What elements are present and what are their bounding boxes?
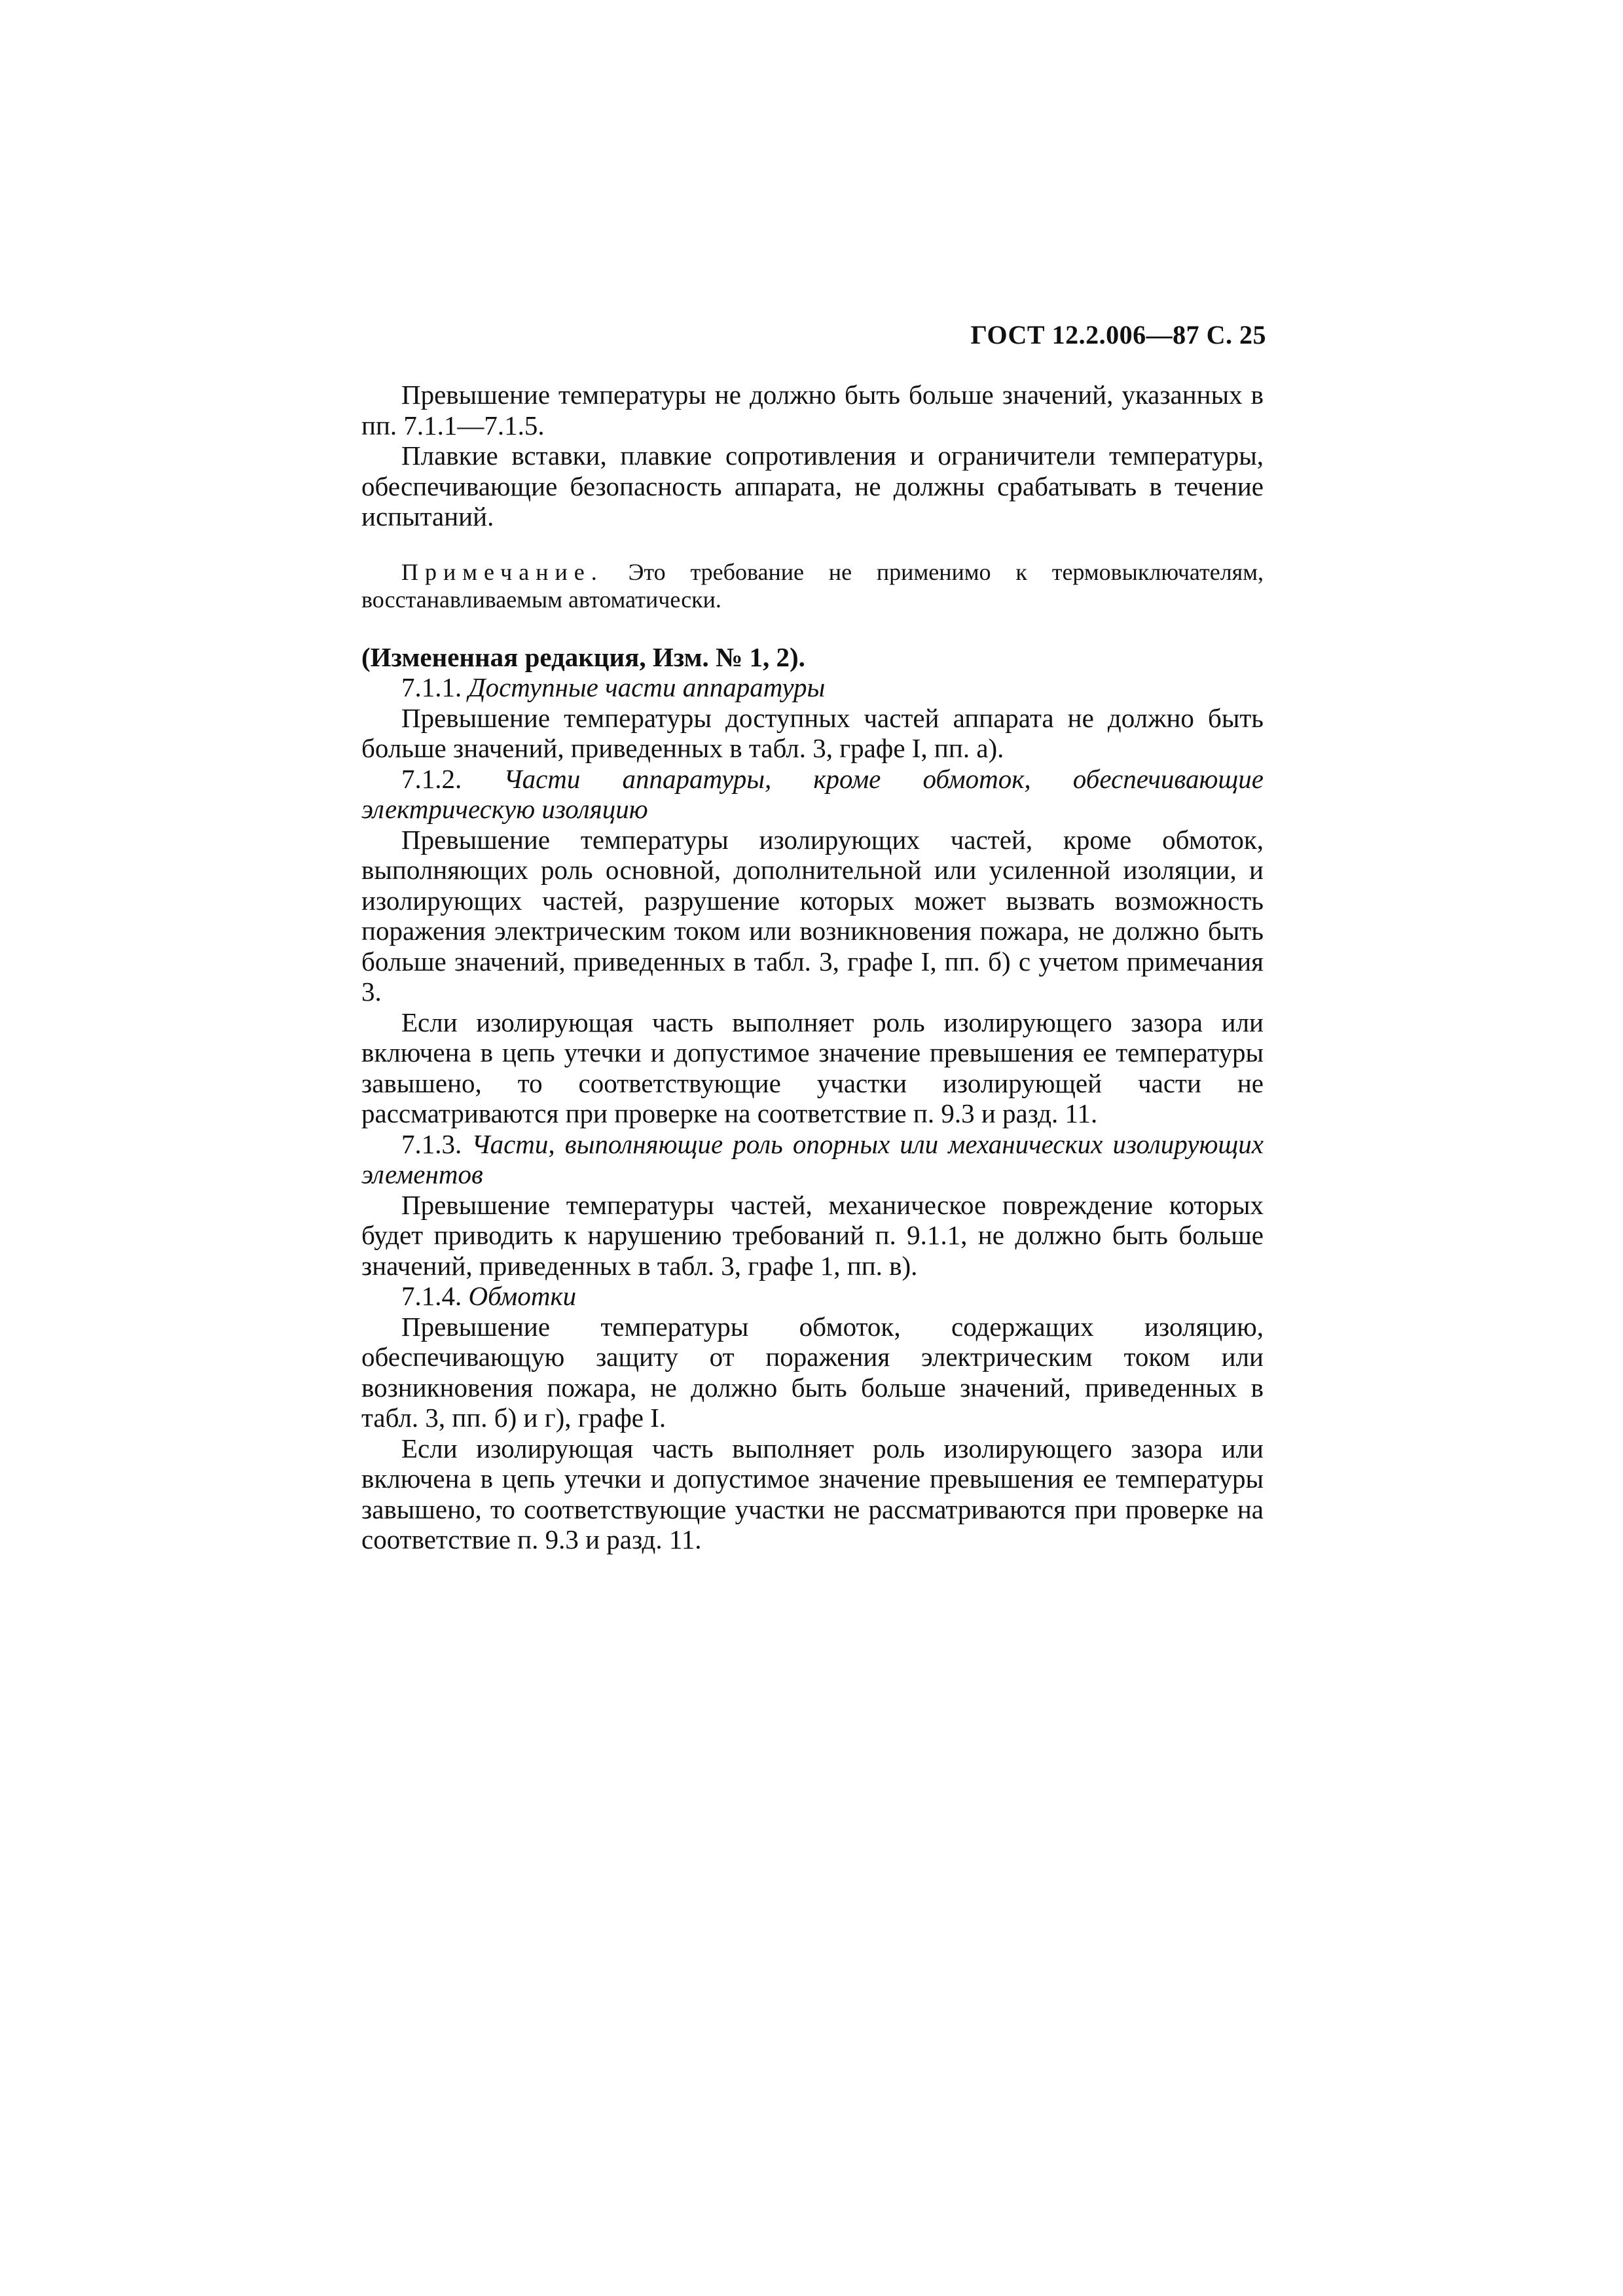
section-title: Части, выполняющие роль опорных или механических изолирующих элементов xyxy=(361,1128,1264,1189)
section-heading-7-1-4 xyxy=(361,1281,1264,1312)
paragraph-fuses: Плавкие вставки, плавкие сопротивления и ограничители температуры, обеспечивающие безопасность аппарата, не должны срабатывать в течение испытаний. xyxy=(361,440,1264,531)
section-heading-7-1-1 xyxy=(361,672,1264,703)
running-header: ГОСТ 12.2.006—87 С. 25 xyxy=(970,320,1266,350)
section-paragraph: Превышение температуры обмоток, содержащих изоляцию, обеспечивающую защиту от поражения электрическим током или возникновения пожара, не должно быть больше значений, приведенных в табл. 3, пп. б) и г), графе I. xyxy=(361,1311,1264,1433)
note xyxy=(361,558,1264,613)
section-paragraph: Превышение температуры изолирующих частей, кроме обмоток, выполняющих роль основной, дополнительной или усиленной изоляции, и изолирующих частей, разрушение которых может вызвать возможность поражения электрическим током или возникновения пожара, не должно быть больше значений, приведенных в табл. 3, графе I, пп. б) с учетом примечания 3. xyxy=(361,824,1264,1007)
section-number: 7.1.1. xyxy=(401,672,462,702)
page-body xyxy=(361,380,1264,1555)
note-label: Примечание. xyxy=(401,558,604,585)
paragraph-temperature-rise: Превышение температуры не должно быть больше значений, указанных в пп. 7.1.1—7.1.5. xyxy=(361,380,1264,440)
section-paragraph: Превышение температуры частей, механическое повреждение которых будет приводить к нарушению требований п. 9.1.1, не должно быть больше значений, приведенных в табл. 3, графе 1, пп. в). xyxy=(361,1189,1264,1281)
note-text: Это требование не применимо к термовыключателям, восстанавливаемым автоматически. xyxy=(361,558,1264,613)
section-title: Доступные части аппаратуры xyxy=(468,672,826,702)
section-paragraph: Превышение температуры доступных частей аппарата не должно быть больше значений, приведенных в табл. 3, графе I, пп. а). xyxy=(361,702,1264,763)
section-number: 7.1.3. xyxy=(401,1128,462,1159)
section-title: Части аппаратуры, кроме обмоток, обеспечивающие электрическую изоляцию xyxy=(361,763,1264,824)
amendment-note: (Измененная редакция, Изм. № 1, 2). xyxy=(361,641,805,672)
section-heading-7-1-3 xyxy=(361,1129,1264,1190)
section-paragraph: Если изолирующая часть выполняет роль изолирующего зазора или включена в цепь утечки и допустимое значение превышения ее температуры завышено, то соответствующие участки не рассматриваются при проверке на соответствие п. 9.3 и разд. 11. xyxy=(361,1433,1264,1554)
section-number: 7.1.2. xyxy=(401,763,462,794)
section-number: 7.1.4. xyxy=(401,1281,462,1311)
section-paragraph: Если изолирующая часть выполняет роль изолирующего зазора или включена в цепь утечки и допустимое значение превышения ее температуры завышено, то соответствующие участки изолирующей части не рассматриваются при проверке на соответствие п. 9.3 и разд. 11. xyxy=(361,1007,1264,1128)
section-title: Обмотки xyxy=(468,1281,577,1311)
section-heading-7-1-2 xyxy=(361,764,1264,825)
